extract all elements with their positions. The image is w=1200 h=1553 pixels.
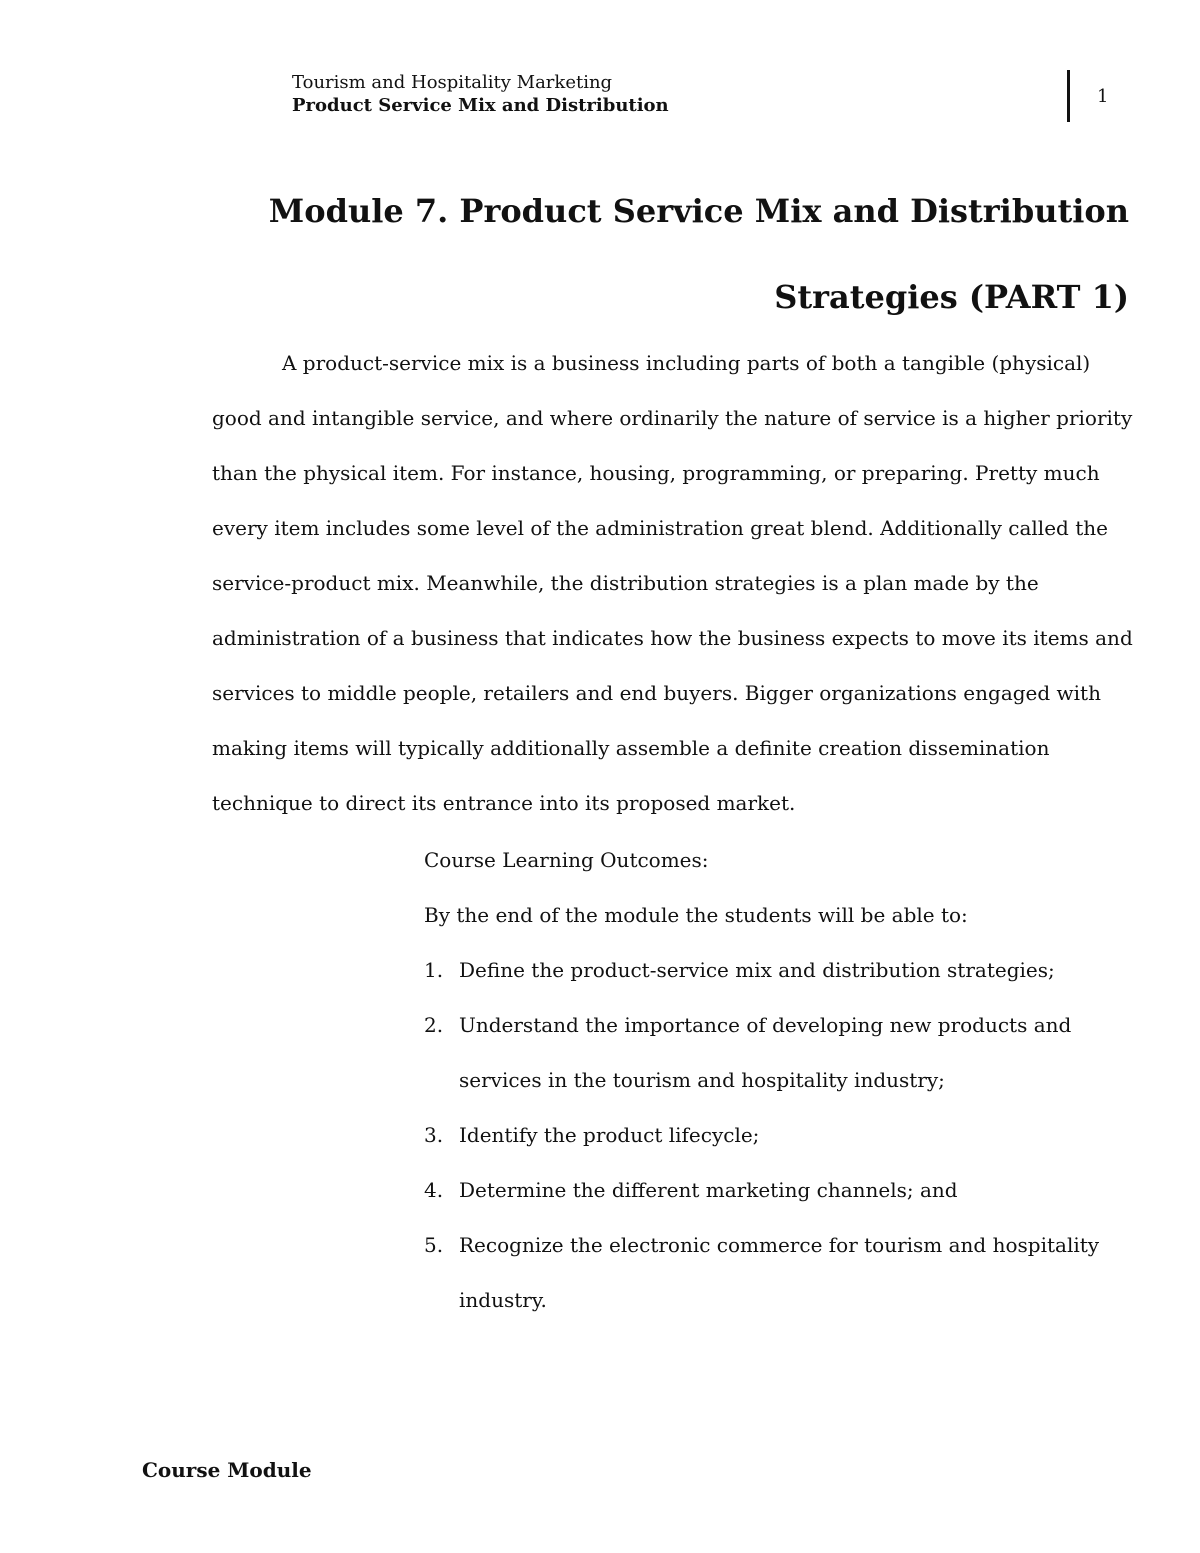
outcome-item [424,1163,1124,1218]
outcome-item [424,998,1124,1108]
learning-outcomes [424,833,1124,1328]
footer-label: Course Module [142,1458,312,1482]
outcome-text: services in the tourism and hospitality industry; [459,1068,945,1092]
module-title-line: Module 7. Product Service Mix and Distribution [268,192,1129,230]
outcome-text: Define the product-service mix and distribution strategies; [459,958,1055,982]
outcome-text: Understand the importance of developing new products and [459,1013,1072,1037]
paragraph-line: services to middle people, retailers and end buyers. Bigger organizations engaged with [212,681,1101,705]
module-title [212,168,1129,340]
outcome-number: 5. [424,1233,444,1257]
outcome-number: 4. [424,1178,444,1202]
outcome-number: 2. [424,1013,444,1037]
outcome-text: Identify the product lifecycle; [459,1123,760,1147]
outcome-number: 3. [424,1123,444,1147]
outcome-text: Determine the different marketing channels; and [459,1178,958,1202]
header-course-title: Tourism and Hospitality Marketing [292,72,613,93]
paragraph-line: good and intangible service, and where ordinarily the nature of service is a higher priority [212,406,1133,430]
module-title-line: Strategies (PART 1) [774,278,1129,316]
paragraph-line: administration of a business that indicates how the business expects to move its items and [212,626,1133,650]
outcomes-heading: Course Learning Outcomes: [424,848,709,872]
paragraph-line: every item includes some level of the administration great blend. Additionally called the [212,516,1108,540]
header-divider [1067,70,1070,122]
header-topic-title: Product Service Mix and Distribution [292,95,669,116]
page-number: 1 [1097,86,1109,107]
outcomes-lead: By the end of the module the students will be able to: [424,903,968,927]
outcome-text: Recognize the electronic commerce for tourism and hospitality [459,1233,1100,1257]
paragraph-line: service-product mix. Meanwhile, the distribution strategies is a plan made by the [212,571,1039,595]
outcome-text: industry. [459,1288,547,1312]
paragraph-line: than the physical item. For instance, housing, programming, or preparing. Pretty much [212,461,1100,485]
outcome-number: 1. [424,958,444,982]
outcome-item [424,943,1124,998]
outcome-item [424,1108,1124,1163]
paragraph-line: technique to direct its entrance into its proposed market. [212,791,796,815]
paragraph-line: A product-service mix is a business including parts of both a tangible (physical) [282,351,1091,375]
intro-paragraph [212,336,1133,831]
outcomes-list [424,943,1124,1328]
outcome-item [424,1218,1124,1328]
paragraph-line: making items will typically additionally assemble a definite creation dissemination [212,736,1050,760]
running-header [292,72,1052,118]
